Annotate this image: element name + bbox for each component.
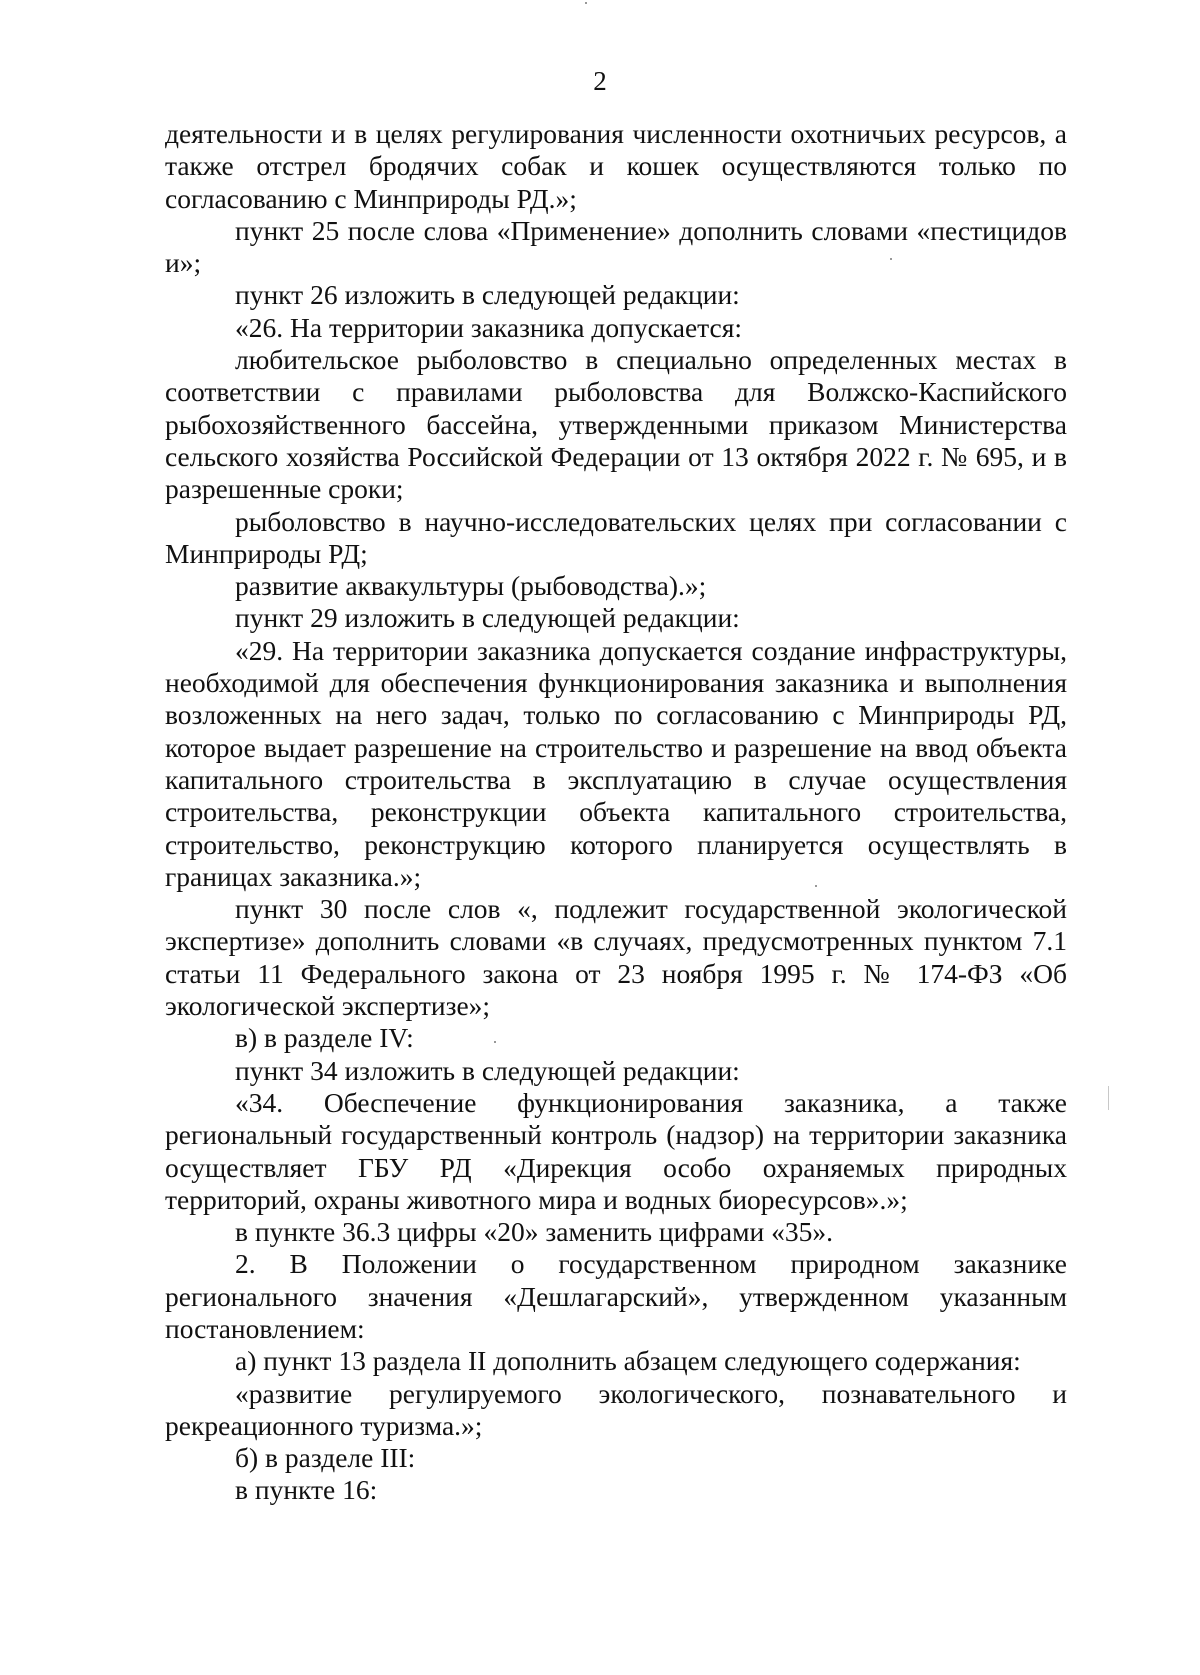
paragraph: в пункте 16: <box>235 1474 378 1506</box>
page-number: 2 <box>593 66 607 96</box>
paragraph: в) в разделе IV: <box>235 1022 414 1054</box>
paragraph: пункт 25 после слова «Применение» дополнить словами «пестицидов и»; <box>165 214 1067 279</box>
paragraph: рыболовство в научно-исследовательских целях при согласовании с Минприроды РД; <box>165 505 1067 569</box>
scan-speck <box>494 1041 496 1043</box>
paragraph: развитие аквакультуры (рыбоводства).»; <box>235 570 707 602</box>
scan-speck <box>815 885 817 887</box>
paragraph: пункт 30 после слов «, подлежит государственной экологической экспертизе» дополнить словами «в случаях, предусмотренных пунктом 7.1 статьи 11 Федерального закона от 23 ноября 1995 г. № 174-ФЗ «Об экологической экспертизе»; <box>165 893 1067 1022</box>
paragraph: пункт 29 изложить в следующей редакции: <box>235 602 740 634</box>
paragraph: любительское рыболовство в специально определенных местах в соответствии с правилами рыболовства для Волжско-Каспийского рыбохозяйственного бассейна, утвержденными приказом Министерства сельского хозяйства Российской Федерации от 13 октября 2022 г. № 695, и в разрешенные сроки; <box>165 344 1067 505</box>
paragraph: «34. Обеспечение функционирования заказника, а также региональный государственный контроль (надзор) на территории заказника осуществляет ГБУ РД «Дирекция особо охраняемых природных территорий, охраны животного мира и водных биоресурсов».»; <box>165 1086 1067 1215</box>
document-body <box>165 118 1067 1507</box>
scan-speck <box>890 258 892 260</box>
paragraph: пункт 34 изложить в следующей редакции: <box>235 1054 740 1086</box>
paragraph: «29. На территории заказника допускается создание инфраструктуры, необходимой для обеспечения функционирования заказника и выполнения возложенных на него задач, только по согласованию с Минприроды РД, которое выдает разрешение на строительство и разрешение на ввод объекта капитального строительства в эксплуатацию в случае осуществления строительства, реконструкции объекта капитального строительства, строительство, реконструкцию которого планируется осуществлять в границах заказника.»; <box>165 634 1067 892</box>
paragraph: «26. На территории заказника допускается: <box>235 311 743 343</box>
paragraph: деятельности и в целях регулирования численности охотничьих ресурсов, а также отстрел бродячих собак и кошек осуществляются только по согласованию с Минприроды РД.»; <box>165 118 1067 214</box>
paragraph: в пункте 36.3 цифры «20» заменить цифрами «35». <box>235 1216 833 1248</box>
paragraph: 2. В Положении о государственном природном заказнике регионального значения «Дешлагарский», утвержденном указанным постановлением: <box>165 1248 1067 1344</box>
paragraph: б) в разделе III: <box>235 1442 416 1474</box>
paragraph: «развитие регулируемого экологического, познавательного и рекреационного туризма.»; <box>165 1377 1067 1441</box>
scan-artifact-line <box>1108 1086 1109 1110</box>
paragraph: пункт 26 изложить в следующей редакции: <box>235 279 740 311</box>
paragraph: а) пункт 13 раздела II дополнить абзацем следующего содержания: <box>235 1345 1021 1377</box>
scan-speck <box>585 2 587 4</box>
